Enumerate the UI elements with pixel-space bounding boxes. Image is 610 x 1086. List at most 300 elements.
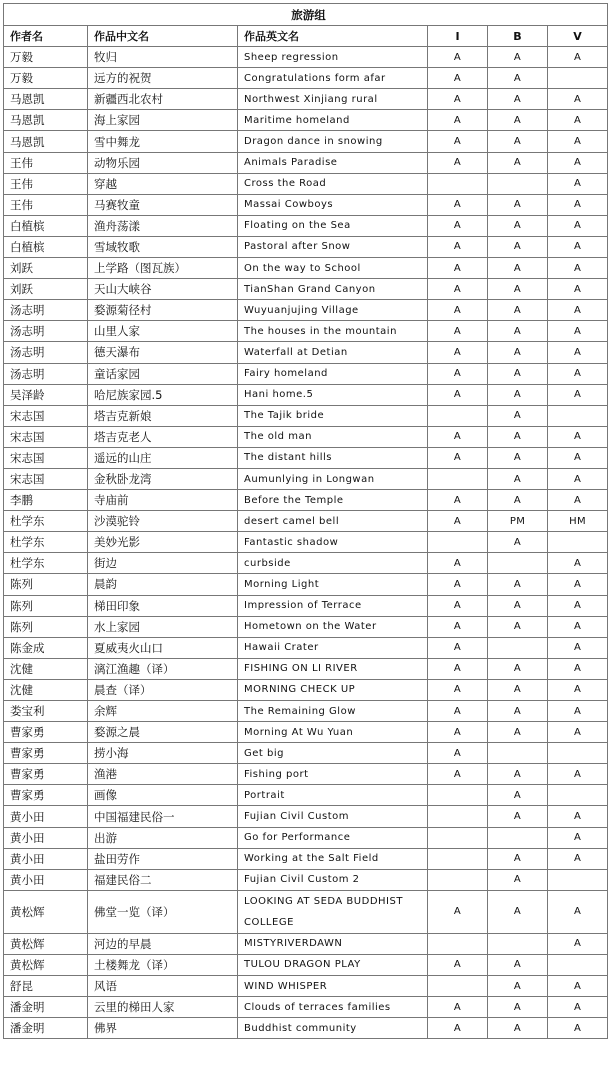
title-en-cell: Dragon dance in snowing — [238, 131, 428, 152]
table-row — [4, 384, 608, 405]
mark-b-cell: A — [488, 679, 548, 700]
title-en-cell: Fujian Civil Custom 2 — [238, 869, 428, 890]
title-en-cell: Morning Light — [238, 574, 428, 595]
mark-v-cell — [548, 785, 608, 806]
table-row — [4, 933, 608, 954]
title-cn-cell: 塔吉克新娘 — [88, 405, 238, 426]
mark-b-cell: A — [488, 236, 548, 257]
table-row — [4, 131, 608, 152]
mark-v-cell: A — [548, 848, 608, 869]
table-row — [4, 152, 608, 173]
title-cn-cell: 婺源菊径村 — [88, 300, 238, 321]
title-cn-cell: 福建民俗二 — [88, 869, 238, 890]
table-row — [4, 110, 608, 131]
title-cn-cell: 穿越 — [88, 173, 238, 194]
mark-i-cell: A — [428, 701, 488, 722]
header-col-v: V — [548, 26, 608, 47]
author-cell: 潘金明 — [4, 1018, 88, 1039]
author-cell: 宋志国 — [4, 447, 88, 468]
mark-i-cell: A — [428, 279, 488, 300]
author-cell: 万毅 — [4, 47, 88, 68]
mark-b-cell: A — [488, 68, 548, 89]
mark-b-cell: A — [488, 363, 548, 384]
title-en-cell: TULOU DRAGON PLAY — [238, 954, 428, 975]
table-row — [4, 574, 608, 595]
table-row — [4, 426, 608, 447]
mark-i-cell — [428, 532, 488, 553]
title-en-cell: Fantastic shadow — [238, 532, 428, 553]
title-cn-cell: 塔吉克老人 — [88, 426, 238, 447]
title-en-cell: The old man — [238, 426, 428, 447]
table-row — [4, 194, 608, 215]
table-row — [4, 321, 608, 342]
title-en-cell: Hani home.5 — [238, 384, 428, 405]
mark-b-cell: A — [488, 215, 548, 236]
author-cell: 白植槟 — [4, 215, 88, 236]
table-row — [4, 722, 608, 743]
mark-b-cell: A — [488, 806, 548, 827]
title-cn-cell: 水上家园 — [88, 616, 238, 637]
title-row — [4, 4, 608, 26]
title-en-cell: MORNING CHECK UP — [238, 679, 428, 700]
table-row — [4, 679, 608, 700]
author-cell: 宋志国 — [4, 405, 88, 426]
author-cell: 黄松辉 — [4, 890, 88, 933]
mark-i-cell: A — [428, 215, 488, 236]
author-cell: 汤志明 — [4, 342, 88, 363]
author-cell: 黄小田 — [4, 848, 88, 869]
mark-b-cell: A — [488, 110, 548, 131]
mark-i-cell — [428, 785, 488, 806]
mark-v-cell: A — [548, 701, 608, 722]
mark-b-cell: A — [488, 490, 548, 511]
author-cell: 黄小田 — [4, 827, 88, 848]
header-row — [4, 26, 608, 47]
table-row — [4, 595, 608, 616]
title-cn-cell: 夏威夷火山口 — [88, 637, 238, 658]
table-row — [4, 279, 608, 300]
title-cn-cell: 遥远的山庄 — [88, 447, 238, 468]
title-cn-cell: 雪域牧歌 — [88, 236, 238, 257]
title-en-cell: Massai Cowboys — [238, 194, 428, 215]
mark-b-cell: A — [488, 701, 548, 722]
title-cn-cell: 马赛牧童 — [88, 194, 238, 215]
mark-b-cell: A — [488, 976, 548, 997]
author-cell: 王伟 — [4, 194, 88, 215]
mark-i-cell — [428, 869, 488, 890]
mark-b-cell: A — [488, 722, 548, 743]
author-cell: 白植槟 — [4, 236, 88, 257]
table-row — [4, 47, 608, 68]
mark-i-cell: A — [428, 426, 488, 447]
title-cn-cell: 佛界 — [88, 1018, 238, 1039]
author-cell: 杜学东 — [4, 553, 88, 574]
mark-v-cell: A — [548, 976, 608, 997]
mark-v-cell: A — [548, 236, 608, 257]
title-cn-cell: 晨查（译） — [88, 679, 238, 700]
mark-b-cell: A — [488, 1018, 548, 1039]
table-row — [4, 827, 608, 848]
mark-i-cell — [428, 173, 488, 194]
title-en-cell: Congratulations form afar — [238, 68, 428, 89]
title-cn-cell: 婺源之晨 — [88, 722, 238, 743]
mark-v-cell: A — [548, 933, 608, 954]
table-title: 旅游组 — [4, 4, 608, 26]
title-en-cell: Fujian Civil Custom — [238, 806, 428, 827]
mark-i-cell: A — [428, 658, 488, 679]
mark-b-cell: A — [488, 468, 548, 489]
mark-i-cell: A — [428, 363, 488, 384]
mark-v-cell: A — [548, 110, 608, 131]
mark-v-cell: A — [548, 447, 608, 468]
mark-i-cell: A — [428, 722, 488, 743]
title-cn-cell: 捞小海 — [88, 743, 238, 764]
author-cell: 陈列 — [4, 595, 88, 616]
mark-b-cell: A — [488, 321, 548, 342]
mark-b-cell — [488, 637, 548, 658]
title-en-cell: curbside — [238, 553, 428, 574]
mark-v-cell: A — [548, 194, 608, 215]
author-cell: 黄小田 — [4, 869, 88, 890]
table-row — [4, 637, 608, 658]
author-cell: 黄小田 — [4, 806, 88, 827]
mark-i-cell: A — [428, 384, 488, 405]
table-row — [4, 954, 608, 975]
mark-v-cell: A — [548, 426, 608, 447]
header-author: 作者名 — [4, 26, 88, 47]
title-cn-cell: 山里人家 — [88, 321, 238, 342]
author-cell: 曹家勇 — [4, 785, 88, 806]
author-cell: 沈健 — [4, 658, 88, 679]
mark-v-cell: A — [548, 258, 608, 279]
mark-i-cell: A — [428, 300, 488, 321]
author-cell: 刘跃 — [4, 279, 88, 300]
header-col-b: B — [488, 26, 548, 47]
table-row — [4, 997, 608, 1018]
mark-b-cell: A — [488, 405, 548, 426]
mark-b-cell — [488, 827, 548, 848]
mark-v-cell: A — [548, 363, 608, 384]
mark-i-cell: A — [428, 131, 488, 152]
title-cn-cell: 余辉 — [88, 701, 238, 722]
mark-b-cell: A — [488, 890, 548, 933]
mark-v-cell: A — [548, 616, 608, 637]
title-en-cell: Northwest Xinjiang rural — [238, 89, 428, 110]
mark-i-cell: A — [428, 68, 488, 89]
mark-b-cell — [488, 553, 548, 574]
title-en-cell: The houses in the mountain — [238, 321, 428, 342]
title-en-cell: Wuyuanjujing Village — [238, 300, 428, 321]
table-row — [4, 511, 608, 532]
title-cn-cell: 渔港 — [88, 764, 238, 785]
title-cn-cell: 天山大峡谷 — [88, 279, 238, 300]
title-en-cell: TianShan Grand Canyon — [238, 279, 428, 300]
mark-v-cell: A — [548, 997, 608, 1018]
mark-i-cell — [428, 468, 488, 489]
title-cn-cell: 新疆西北农村 — [88, 89, 238, 110]
author-cell: 李鹏 — [4, 490, 88, 511]
mark-b-cell — [488, 933, 548, 954]
author-cell: 曹家勇 — [4, 764, 88, 785]
mark-i-cell: A — [428, 47, 488, 68]
mark-b-cell: A — [488, 574, 548, 595]
mark-i-cell: A — [428, 637, 488, 658]
title-cn-cell: 动物乐园 — [88, 152, 238, 173]
author-cell: 曹家勇 — [4, 743, 88, 764]
mark-b-cell: A — [488, 258, 548, 279]
table-row — [4, 848, 608, 869]
mark-b-cell: A — [488, 279, 548, 300]
mark-v-cell: A — [548, 215, 608, 236]
mark-b-cell: A — [488, 152, 548, 173]
table-row — [4, 890, 608, 933]
mark-b-cell: A — [488, 426, 548, 447]
mark-i-cell: A — [428, 616, 488, 637]
title-en-cell: Fishing port — [238, 764, 428, 785]
table-row — [4, 743, 608, 764]
mark-v-cell — [548, 405, 608, 426]
mark-b-cell: A — [488, 47, 548, 68]
mark-v-cell — [548, 68, 608, 89]
author-cell: 吴泽龄 — [4, 384, 88, 405]
title-en-cell: Buddhist community — [238, 1018, 428, 1039]
table-row — [4, 806, 608, 827]
mark-b-cell: A — [488, 89, 548, 110]
mark-i-cell: A — [428, 997, 488, 1018]
mark-i-cell: A — [428, 511, 488, 532]
mark-b-cell: A — [488, 342, 548, 363]
author-cell: 万毅 — [4, 68, 88, 89]
author-cell: 陈列 — [4, 574, 88, 595]
title-en-cell: Before the Temple — [238, 490, 428, 511]
title-en-cell: Floating on the Sea — [238, 215, 428, 236]
title-en-cell: Portrait — [238, 785, 428, 806]
author-cell: 马恩凯 — [4, 110, 88, 131]
mark-v-cell: A — [548, 342, 608, 363]
mark-i-cell: A — [428, 321, 488, 342]
mark-i-cell — [428, 806, 488, 827]
mark-v-cell — [548, 954, 608, 975]
mark-i-cell: A — [428, 236, 488, 257]
title-cn-cell: 漓江渔趣（译） — [88, 658, 238, 679]
title-en-cell: LOOKING AT SEDA BUDDHIST COLLEGE — [238, 890, 428, 933]
table-row — [4, 447, 608, 468]
table-row — [4, 532, 608, 553]
title-en-cell: The Tajik bride — [238, 405, 428, 426]
mark-v-cell — [548, 532, 608, 553]
author-cell: 王伟 — [4, 152, 88, 173]
mark-v-cell: A — [548, 384, 608, 405]
mark-b-cell — [488, 173, 548, 194]
mark-i-cell: A — [428, 89, 488, 110]
table-row — [4, 300, 608, 321]
table-row — [4, 616, 608, 637]
title-en-cell: Clouds of terraces families — [238, 997, 428, 1018]
title-cn-cell: 画像 — [88, 785, 238, 806]
table-row — [4, 553, 608, 574]
header-col-i: I — [428, 26, 488, 47]
author-cell: 汤志明 — [4, 363, 88, 384]
author-cell: 娄宝利 — [4, 701, 88, 722]
title-cn-cell: 牧归 — [88, 47, 238, 68]
table-row — [4, 658, 608, 679]
mark-i-cell — [428, 827, 488, 848]
mark-i-cell: A — [428, 110, 488, 131]
title-cn-cell: 云里的梯田人家 — [88, 997, 238, 1018]
mark-v-cell: A — [548, 152, 608, 173]
mark-i-cell — [428, 933, 488, 954]
title-en-cell: On the way to School — [238, 258, 428, 279]
table-row — [4, 173, 608, 194]
author-cell: 马恩凯 — [4, 89, 88, 110]
mark-b-cell: A — [488, 595, 548, 616]
title-cn-cell: 渔舟荡漾 — [88, 215, 238, 236]
title-en-cell: Get big — [238, 743, 428, 764]
title-en-cell: The distant hills — [238, 447, 428, 468]
mark-b-cell: A — [488, 658, 548, 679]
mark-b-cell: A — [488, 384, 548, 405]
table-row — [4, 468, 608, 489]
results-table — [3, 3, 608, 1039]
author-cell: 王伟 — [4, 173, 88, 194]
author-cell: 陈金成 — [4, 637, 88, 658]
title-cn-cell: 寺庙前 — [88, 490, 238, 511]
title-cn-cell: 土楼舞龙（译） — [88, 954, 238, 975]
author-cell: 马恩凯 — [4, 131, 88, 152]
title-en-cell: Hometown on the Water — [238, 616, 428, 637]
mark-b-cell: A — [488, 616, 548, 637]
title-cn-cell: 远方的祝贺 — [88, 68, 238, 89]
table-row — [4, 89, 608, 110]
title-cn-cell: 德天瀑布 — [88, 342, 238, 363]
mark-v-cell: A — [548, 658, 608, 679]
author-cell: 黄松辉 — [4, 933, 88, 954]
title-en-cell: WIND WHISPER — [238, 976, 428, 997]
title-en-cell: MISTYRIVERDAWN — [238, 933, 428, 954]
mark-v-cell: A — [548, 764, 608, 785]
mark-v-cell: A — [548, 47, 608, 68]
mark-v-cell: A — [548, 89, 608, 110]
mark-i-cell: A — [428, 574, 488, 595]
mark-i-cell — [428, 976, 488, 997]
table-row — [4, 785, 608, 806]
author-cell: 汤志明 — [4, 321, 88, 342]
mark-v-cell: A — [548, 574, 608, 595]
title-en-cell: Aumunlying in Longwan — [238, 468, 428, 489]
author-cell: 黄松辉 — [4, 954, 88, 975]
mark-i-cell: A — [428, 679, 488, 700]
mark-b-cell: A — [488, 532, 548, 553]
mark-v-cell: A — [548, 595, 608, 616]
mark-v-cell: A — [548, 490, 608, 511]
mark-v-cell: A — [548, 300, 608, 321]
title-en-cell: Cross the Road — [238, 173, 428, 194]
mark-b-cell: PM — [488, 511, 548, 532]
title-cn-cell: 沙漠驼铃 — [88, 511, 238, 532]
mark-i-cell — [428, 848, 488, 869]
mark-b-cell: A — [488, 954, 548, 975]
mark-v-cell: A — [548, 890, 608, 933]
title-cn-cell: 哈尼族家园.5 — [88, 384, 238, 405]
mark-i-cell: A — [428, 447, 488, 468]
mark-b-cell: A — [488, 997, 548, 1018]
title-cn-cell: 晨韵 — [88, 574, 238, 595]
mark-v-cell: A — [548, 679, 608, 700]
table-row — [4, 1018, 608, 1039]
mark-b-cell: A — [488, 300, 548, 321]
table-row — [4, 363, 608, 384]
title-en-cell: Sheep regression — [238, 47, 428, 68]
title-en-cell: Fairy homeland — [238, 363, 428, 384]
mark-v-cell: A — [548, 131, 608, 152]
title-cn-cell: 童话家园 — [88, 363, 238, 384]
mark-b-cell: A — [488, 848, 548, 869]
mark-v-cell: A — [548, 827, 608, 848]
mark-b-cell: A — [488, 131, 548, 152]
title-en-cell: Impression of Terrace — [238, 595, 428, 616]
title-en-cell: Working at the Salt Field — [238, 848, 428, 869]
mark-i-cell: A — [428, 194, 488, 215]
mark-b-cell — [488, 743, 548, 764]
title-cn-cell: 盐田劳作 — [88, 848, 238, 869]
title-en-cell: Animals Paradise — [238, 152, 428, 173]
mark-i-cell: A — [428, 743, 488, 764]
table-row — [4, 258, 608, 279]
title-cn-cell: 上学路（图瓦族） — [88, 258, 238, 279]
mark-v-cell — [548, 743, 608, 764]
table-row — [4, 68, 608, 89]
mark-i-cell: A — [428, 553, 488, 574]
author-cell: 杜学东 — [4, 532, 88, 553]
author-cell: 刘跃 — [4, 258, 88, 279]
author-cell: 宋志国 — [4, 426, 88, 447]
author-cell: 杜学东 — [4, 511, 88, 532]
mark-b-cell: A — [488, 447, 548, 468]
table-row — [4, 869, 608, 890]
mark-v-cell: A — [548, 468, 608, 489]
author-cell: 宋志国 — [4, 468, 88, 489]
mark-i-cell: A — [428, 258, 488, 279]
mark-v-cell: A — [548, 806, 608, 827]
mark-i-cell — [428, 405, 488, 426]
author-cell: 陈列 — [4, 616, 88, 637]
title-cn-cell: 出游 — [88, 827, 238, 848]
table-row — [4, 701, 608, 722]
title-en-cell: Hawaii Crater — [238, 637, 428, 658]
mark-i-cell: A — [428, 152, 488, 173]
mark-v-cell: A — [548, 279, 608, 300]
table-row — [4, 342, 608, 363]
table-row — [4, 405, 608, 426]
title-cn-cell: 佛堂一览（译） — [88, 890, 238, 933]
author-cell: 舒昆 — [4, 976, 88, 997]
table-row — [4, 490, 608, 511]
table-row — [4, 764, 608, 785]
mark-i-cell: A — [428, 890, 488, 933]
table-body — [4, 47, 608, 1039]
table-row — [4, 236, 608, 257]
title-cn-cell: 金秋卧龙湾 — [88, 468, 238, 489]
mark-b-cell: A — [488, 194, 548, 215]
title-cn-cell: 海上家园 — [88, 110, 238, 131]
title-cn-cell: 美妙光影 — [88, 532, 238, 553]
title-en-cell: FISHING ON LI RIVER — [238, 658, 428, 679]
mark-i-cell: A — [428, 954, 488, 975]
title-en-cell: Go for Performance — [238, 827, 428, 848]
title-cn-cell: 河边的早晨 — [88, 933, 238, 954]
title-cn-cell: 梯田印象 — [88, 595, 238, 616]
mark-b-cell: A — [488, 764, 548, 785]
